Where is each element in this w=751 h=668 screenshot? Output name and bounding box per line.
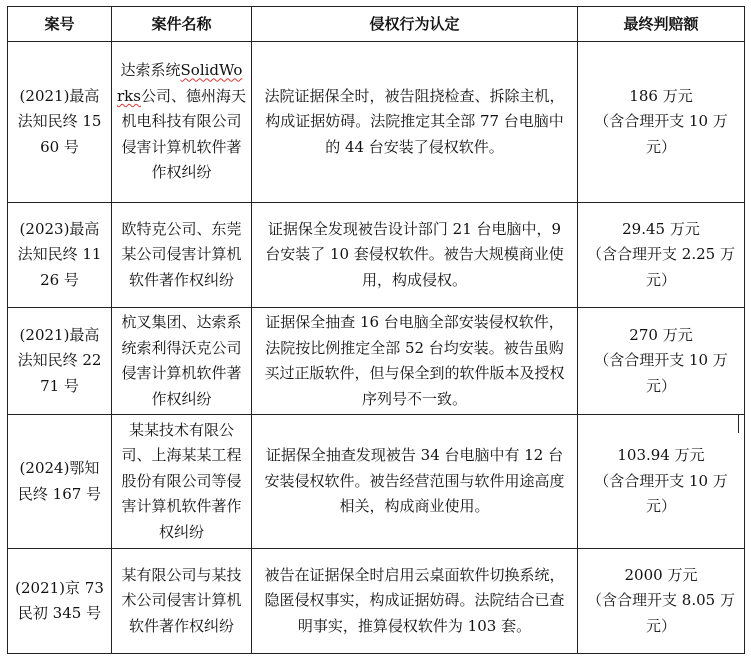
- table-row: [8, 203, 745, 308]
- finding-cell: 证据保全抽查发现被告 34 台电脑中有 12 台安装侵权软件。被告经营范围与软件用途高度相关，构成商业使用。: [252, 415, 578, 549]
- case-no-cell: (2023)最高法知民终 1126 号: [8, 203, 112, 308]
- award-cell: [578, 42, 745, 203]
- award-note: （含合理开支 10 万元）: [594, 112, 728, 156]
- award-cell: [578, 415, 745, 549]
- finding-cell: 证据保全抽查 16 台电脑全部安装侵权软件，法院按比例推定全部 52 台均安装。被告虽购买过正版软件，但与保全到的软件版本及授权序列号不一致。: [252, 308, 578, 415]
- text-cursor: [738, 414, 739, 433]
- finding-cell: 被告在证据保全时启用云桌面软件切换系统，隐匿侵权事实，构成证据妨碍。法院结合已查明事实，推算侵权软件为 103 套。: [252, 549, 578, 654]
- case-table: [7, 6, 745, 654]
- table-row: [8, 42, 745, 203]
- header-finding: 侵权行为认定: [252, 7, 578, 42]
- award-amount: 186 万元: [629, 86, 693, 105]
- award-amount: 270 万元: [629, 325, 693, 344]
- award-note: （含合理开支 10 万元）: [594, 471, 728, 516]
- case-name-part: 达索系统: [120, 61, 181, 80]
- header-case-no: 案号: [8, 7, 112, 42]
- case-name-cell: 杭叉集团、达索系统索利得沃克公司侵害计算机软件著作权纠纷: [112, 308, 252, 415]
- case-no-cell: (2021)京 73 民初 345 号: [8, 549, 112, 654]
- award-note: （含合理开支 2.25 万元）: [587, 245, 735, 289]
- award-note: （含合理开支 10 万元）: [594, 351, 728, 395]
- award-note: （含合理开支 8.05 万元）: [587, 591, 735, 635]
- table-row: [8, 415, 745, 549]
- case-no-cell: (2021)最高法知民终 2271 号: [8, 308, 112, 415]
- case-no-cell: (2021)最高法知民终 1560 号: [8, 42, 112, 203]
- award-cell: [578, 308, 745, 415]
- table-row: [8, 308, 745, 415]
- case-name-cell: 某某技术有限公司、上海某某工程股份有限公司等侵害计算机软件著作权纠纷: [112, 415, 252, 549]
- header-case-name: 案件名称: [112, 7, 252, 42]
- case-name-cell: [112, 42, 252, 203]
- finding-cell: 证据保全发现被告设计部门 21 台电脑中，9 台安装了 10 套侵权软件。被告大规模商业使用，构成侵权。: [252, 203, 578, 308]
- award-amount: 103.94 万元: [617, 446, 705, 465]
- award-amount: 2000 万元: [624, 565, 698, 584]
- case-name-part-spellcheck: SolidWorks: [117, 61, 243, 105]
- award-amount: 29.45 万元: [622, 219, 700, 238]
- award-cell: [578, 549, 745, 654]
- header-award: 最终判赔额: [578, 7, 745, 42]
- header-row: [8, 7, 745, 42]
- finding-cell: 法院证据保全时，被告阻挠检查、拆除主机，构成证据妨碍。法院推定其全部 77 台电脑中的 44 台安装了侵权软件。: [252, 42, 578, 203]
- case-no-cell: (2024)鄂知民终 167 号: [8, 415, 112, 549]
- award-cell: [578, 203, 745, 308]
- case-name-cell: 某有限公司与某技术公司侵害计算机软件著作权纠纷: [112, 549, 252, 654]
- case-name-part: 公司、德州海天机电科技有限公司侵害计算机软件著作权纠纷: [121, 86, 246, 182]
- case-name-cell: 欧特克公司、东莞某公司侵害计算机软件著作权纠纷: [112, 203, 252, 308]
- table-row: [8, 549, 745, 654]
